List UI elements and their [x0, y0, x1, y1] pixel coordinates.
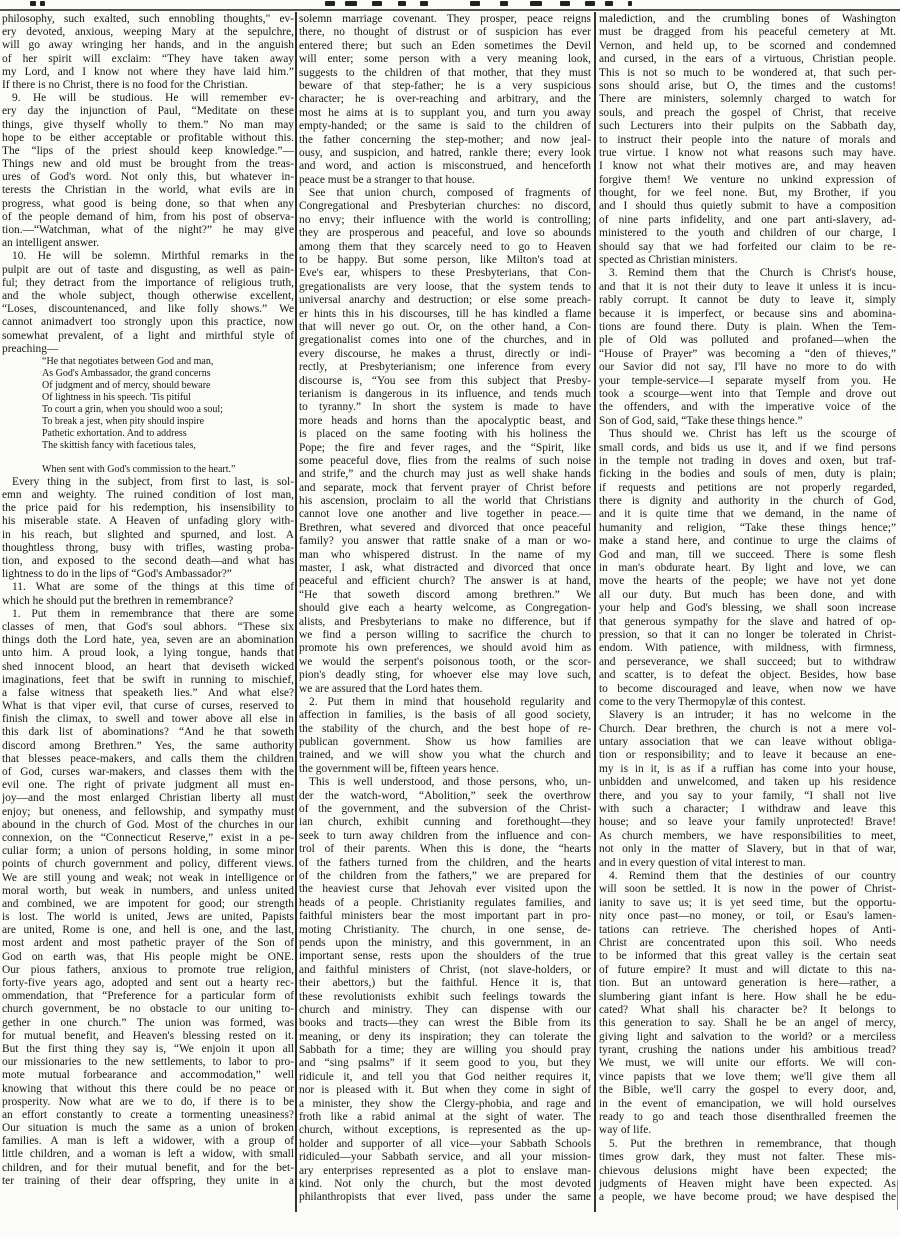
- text-line: entered there; but such an Eden sometimes the Devil: [299, 39, 591, 52]
- text-line: things, give thyself wholly to them.” No man may: [2, 118, 294, 131]
- text-line: tion. But an untoward generation is here—rather, a: [599, 977, 896, 990]
- text-line: to become discouraged and leave, when now we have: [599, 682, 896, 695]
- text-line: rably corrupt. It cannot be duty to leave it, simply: [599, 294, 896, 307]
- text-line: these revolutionists exhibit such feelings towards the: [299, 990, 591, 1003]
- text-line: connexion, on the “Connecticut Reserve,” exist in a pe-: [2, 831, 294, 844]
- paragraph: [599, 709, 896, 870]
- text-line: for mutual benefit, and Heaven's blessing rested on it.: [2, 1029, 294, 1042]
- text-line: must be dragged from his peaceful cemetery at Mt.: [599, 26, 896, 39]
- text-line: make a stand here, and continue to urge the claims of: [599, 535, 896, 548]
- text-line: his ascension, proclaim to all the world that Christians: [299, 495, 591, 508]
- text-line: judgments of Heaven might have been expected. As: [599, 1177, 896, 1190]
- verse-line: Of lightness in his speech. 'Tis pitiful: [42, 391, 191, 403]
- text-line: ter training of their dear offspring, they unite in a: [2, 1174, 294, 1187]
- text-line: come to the very Thermopylæ of this contest.: [599, 695, 806, 708]
- text-line: suggests to the children of that mother, that they must: [299, 66, 591, 79]
- text-line: which he should put the brethren in remembrance?: [2, 594, 234, 607]
- text-line: and perseverance, we shall succeed; but to withdraw: [599, 655, 896, 668]
- text-line: his miserable state. A Heaven of unfading glory with-: [2, 515, 294, 528]
- text-line: the father concerning the step-mother; and now jeal-: [299, 133, 591, 146]
- text-line: in the event of emancipation, we will hold ourselves: [599, 1097, 896, 1110]
- text-line: the Bible, we'll carry the gospel to every door, and,: [599, 1084, 896, 1097]
- text-line: pion's deadly sting, for whoever else may love such,: [299, 669, 591, 682]
- text-line: Sabbath for a time; they are willing you should pray: [299, 1044, 591, 1057]
- text-line: er hints this in his discourses, till he has kindled a flame: [299, 307, 591, 320]
- text-line: will soon be settled. It is now in the power of Christ-: [599, 883, 896, 896]
- text-line: our missionaries to the new settlements, to labor to pro-: [2, 1056, 294, 1069]
- text-line: hope to be either acceptable or profitable without this.: [2, 131, 294, 144]
- paragraph: [599, 870, 896, 1138]
- text-line: affection in families, is the basis of all good society,: [299, 709, 591, 722]
- text-line: of nine parts infidelity, and one part anti-slavery, ad-: [599, 213, 896, 226]
- text-line: an intelligent answer.: [2, 237, 100, 250]
- text-line: Pope; the fire and fever rages, and the “Spirit, like: [299, 441, 591, 454]
- text-line: the stability of the church, and the best hope of re-: [299, 722, 591, 735]
- text-line: an effort constantly to create a tormenting uneasiness?: [2, 1108, 294, 1121]
- text-line: that generous sympathy for the slave and hatred of op-: [599, 615, 896, 628]
- text-line: somewhat prevalent, of a light and mirthful style of: [2, 329, 294, 342]
- text-line: most he aims at is to supplant you, and turn you away: [299, 106, 591, 119]
- paragraph: [599, 428, 896, 709]
- text-line: humanity and religion, “Take these things hence;”: [599, 521, 896, 534]
- text-line: ready to go and teach those disenthralled freemen the: [599, 1111, 896, 1124]
- text-line: heads of a people. Christianity regulates families, and: [299, 896, 591, 909]
- text-line: ures of God's word. Not only this, but whatever in-: [2, 171, 294, 184]
- text-line: tion, and exposed to the second death—and what has: [2, 555, 294, 567]
- text-line: church, without exceptions, is represented as the up-: [299, 1124, 591, 1137]
- text-line: ary enterprises represented as a plot to enslave man-: [299, 1164, 591, 1177]
- text-line: and scatter, is to defeat the object. Besides, how base: [599, 669, 896, 682]
- text-line: of the fathers turned from the children, and the hearts: [299, 856, 591, 869]
- text-line: vince papists that we love them; we'll give them all: [599, 1070, 896, 1083]
- text-line: in his reach, but slighted and spurned, and lost. A: [2, 528, 294, 541]
- text-line: this generation to say. Shall he be an angel of mercy,: [599, 1017, 896, 1030]
- text-line: endom. With patience, with mildness, with firmness,: [599, 642, 896, 655]
- text-line: of God, curses war-makers, and classes them with the: [2, 766, 294, 778]
- text-line: See that union church, composed of fragments of: [309, 187, 591, 200]
- text-line: ple of Old was polluted and profaned—when the: [599, 334, 896, 347]
- paragraph: [2, 581, 294, 607]
- text-line: of her spirit will exclaim: “They have taken away: [2, 52, 294, 65]
- text-line: unbidden and unwelcomed, and taken up his residence: [599, 776, 896, 789]
- text-line: and cursed, in the ears of a virtuous, Christian people.: [599, 53, 896, 66]
- text-line: promote his own preferences, we should avoid him as: [299, 642, 591, 655]
- text-line: every discourse, he makes a thrust, directly or indi-: [299, 347, 591, 360]
- verse-line: “He that negotiates between God and man,: [42, 355, 214, 367]
- text-line: there, and you say to your family, “I shall not live: [599, 789, 896, 802]
- text-line: of the people demand of him, from his post of observa-: [2, 210, 294, 223]
- text-line: will enter; some person with a very meaning look,: [299, 53, 591, 66]
- paragraph: [2, 13, 294, 92]
- text-line: evil one. The right of private judgment all must en-: [2, 779, 294, 792]
- text-line: to be informed that this great valley is the certain seat: [599, 950, 896, 963]
- text-line: of future empire? It must and will dictate to this na-: [599, 963, 896, 976]
- text-line: The “lips of the priest should keep knowledge.”—: [2, 144, 294, 157]
- text-line: 10. He will be solemn. Mirthful remarks in the: [12, 250, 294, 263]
- text-line: We must, we will unite our efforts. We will con-: [599, 1057, 896, 1070]
- text-line: philanthropists that ever lived, pass under the same: [299, 1191, 591, 1204]
- text-line: forty-five years ago, adopted and sent out a hearty rec-: [2, 977, 294, 989]
- text-line: untary association that we can leave without obliga-: [599, 736, 896, 749]
- verse-line: As God's Ambassador, the grand concerns: [42, 367, 211, 379]
- text-line: pends upon the ministry, and this government, in an: [299, 936, 591, 949]
- text-line: in the temple not trading in doves and oxen, but traf-: [599, 454, 896, 467]
- text-line: that blesses peace-makers, and calls them the children: [2, 752, 294, 765]
- text-line: move the hearts of the people; we have not yet done: [599, 575, 896, 588]
- text-line: froth like a rabid animal at the sight of water. The: [299, 1111, 591, 1124]
- text-line: peace must be a stranger to that house.: [299, 173, 475, 186]
- text-line: ministered to the youth and children of our charge, I: [599, 227, 896, 240]
- text-line: the price paid for his redemption, his insensibility to: [2, 502, 294, 515]
- verse-line: When sent with God's commission to the heart.”: [42, 463, 236, 475]
- text-line: peaceful and efficient church? The answer is at hand,: [299, 575, 591, 588]
- text-line: families. A man is left a widower, with a group of: [2, 1135, 294, 1148]
- text-line: a false witness that speaketh lies.” And what else?: [2, 686, 294, 699]
- text-line: terianism is dangerous in its influence, and tends much: [299, 387, 591, 400]
- text-line: progress, what good is being done, so that when any: [2, 197, 294, 210]
- text-line: publican government. Show us how families are: [299, 736, 591, 749]
- article-column-3: [599, 13, 896, 1205]
- text-line: ery day the injunction of Paul, “Meditate on these: [2, 105, 294, 118]
- text-line: nity once past—no money, or toil, or Esau's lamen-: [599, 910, 896, 923]
- text-line: pression, so that it can no longer be tolerated in Christ-: [599, 628, 896, 641]
- text-line: shed innocent blood, an heart that deviseth wicked: [2, 660, 294, 673]
- text-line: your help and God's blessing, we shall soon increase: [599, 602, 896, 615]
- text-line: 4. Remind them that the destinies of our country: [609, 870, 896, 882]
- text-line: tions are found there. Duty is plain. When the Tem-: [599, 320, 896, 333]
- text-line: such Lecturers into their pulpits on the Sabbath day,: [599, 120, 896, 133]
- text-line: ficking in the bodies and souls of men, duty is plain;: [599, 468, 896, 481]
- text-line: I know not what their motives are, and may heaven: [599, 160, 896, 173]
- paragraph: [2, 92, 294, 250]
- text-line: This is well understood, and those persons, who, un-: [309, 776, 591, 789]
- text-line: trol of their parents. When this is done, the “hearts: [299, 843, 591, 856]
- text-line: master, I ask, what distracted and divorced that once: [299, 562, 591, 575]
- paragraph: [299, 776, 591, 1205]
- text-line: true virtue. I know not what reasons such may have.: [599, 146, 896, 159]
- text-line: there is dignity and authority in the church of God,: [599, 495, 896, 508]
- text-line: the heaviest curse that Jehovah ever visited upon the: [299, 883, 591, 896]
- text-line: in man's obdurate heart. By light and love, we can: [599, 562, 896, 575]
- column-divider: [295, 12, 297, 1212]
- text-line: with such a character; I withdraw and leave this: [599, 803, 896, 816]
- verse-line: To break a jest, when pity should inspire: [42, 415, 205, 427]
- article-column-1: [2, 13, 294, 1188]
- paragraph: [299, 187, 591, 696]
- text-line: gregationalists are very loose, that the system tends to: [299, 280, 591, 293]
- text-line: and I should thus quietly submit to have a composition: [599, 200, 896, 213]
- text-line: times grow dark, they must not falter. These mis-: [599, 1151, 896, 1164]
- text-line: ful; they detract from the importance of religious truth,: [2, 276, 294, 289]
- text-line: more heads and horns than the apocalyptic beast, and: [299, 414, 591, 427]
- text-line: terests the Christian in the world, what evils are in: [2, 184, 294, 197]
- text-line: are united, Rome is one, and hell is one, and the last,: [2, 924, 294, 937]
- paragraph: [599, 267, 896, 428]
- text-line: If there is no Christ, there is no food for the Christian.: [2, 78, 248, 91]
- text-line: my is in it, is as if a ruffian has come into your house,: [599, 762, 896, 775]
- text-line: and that it is not their duty to leave it unless it is incu-: [599, 280, 896, 293]
- text-line: the government will be, fifteen years hence.: [299, 762, 499, 775]
- text-line: ommendation, that “Preference for a particular form of: [2, 990, 294, 1003]
- text-line: ridicule it, and tell you that God neither requires it,: [299, 1070, 591, 1083]
- verse-line: To court a grin, when you should woo a soul;: [42, 403, 223, 415]
- text-line: “Loses, discountenanced, and like folly shows.” We: [2, 303, 294, 316]
- text-line: ousy, and suspicion, and hatred, rankle there; every look: [299, 146, 591, 159]
- text-line: thought, for we feel none. But, my Brother, if you: [599, 187, 896, 200]
- text-line: books and tracts—they can wrest the Bible from its: [299, 1017, 591, 1030]
- text-line: and strife,” and the church may just as well shake hands: [299, 468, 591, 481]
- text-line: if requests and petitions are not properly regarded,: [599, 481, 896, 494]
- paragraph: [2, 608, 294, 1188]
- text-line: Church. Dear brethren, the church is not a mere vol-: [599, 722, 896, 735]
- text-line: little children, and a woman is left a widow, with small: [2, 1148, 294, 1161]
- text-line: joy—and the most enlarged Christian liberty all must: [2, 792, 294, 805]
- text-line: because it is imperfect, or because sins and abomina-: [599, 307, 896, 320]
- text-line: their abettors,) but the faithful. Hence it is, that: [299, 977, 591, 990]
- text-line: 9. He will be studious. He will remember ev-: [12, 92, 294, 105]
- text-line: things doth the Lord hate, yea, seven are an abomination: [2, 634, 294, 647]
- text-line: cannot love one another and live together in peace.—: [299, 508, 591, 521]
- text-line: tyrant, crushing the nations under his ambitious tread?: [599, 1044, 896, 1057]
- text-line: way of life.: [599, 1124, 652, 1137]
- text-line: children, and for their mutual benefit, and for the bet-: [2, 1161, 294, 1174]
- text-line: We are still young and weak; not weak in intelligence or: [2, 871, 294, 884]
- text-line: and faithful ministers of Christ, (not slave-holders, or: [299, 963, 591, 976]
- text-line: malediction, and the crumbling bones of Washington: [599, 13, 896, 25]
- paragraph: [2, 476, 294, 582]
- text-line: to tyranny.” In short the system is made to have: [299, 401, 591, 414]
- text-line: There are ministers, solemnly charged to watch for: [599, 93, 896, 106]
- text-line: spected as Christian ministers.: [599, 254, 738, 267]
- text-line: cannot animadvert too strongly upon this practice, now: [2, 316, 294, 329]
- text-line: they are prosperous and peaceful, and love so abounds: [299, 227, 591, 240]
- column-divider: [594, 12, 596, 1212]
- text-line: man who whispered distrust. In the name of my: [299, 548, 591, 561]
- text-line: Our pious fathers, anxious to promote true religion,: [2, 963, 294, 976]
- text-line: enjoy; but oneness, and fellowship, and sympathy must: [2, 805, 294, 818]
- text-line: kind. Not only the church, but the most devoted: [299, 1177, 591, 1190]
- verse-line: Of judgment and of mercy, should beware: [42, 379, 211, 391]
- text-line: our Savior did not say, I'll have no more to do with: [599, 361, 896, 374]
- text-line: family? you answer that rattle snake of a man or wo-: [299, 535, 591, 548]
- text-line: abound in the church of God. Most of the churches in our: [2, 818, 294, 831]
- text-line: trained, and we will show you what the church and: [299, 749, 591, 762]
- text-line: of the government, and the subversion of the Christ-: [299, 803, 591, 816]
- text-line: meaning, or deny its inspiration; they can tolerate the: [299, 1030, 591, 1043]
- text-line: gether in one church.” The union was formed, was: [2, 1016, 294, 1029]
- text-line: der the watch-word, “Abolition,” seek the overthrow: [299, 789, 591, 802]
- text-line: your temple-service—I separate myself from you. He: [599, 374, 896, 387]
- masthead-rule: [0, 9, 900, 11]
- text-line: among them that they scarcely need to go to Heaven: [299, 240, 591, 253]
- text-line: 11. What are some of the things at this time of: [12, 581, 294, 594]
- text-line: Congregational and Presbyterian churches: no discord,: [299, 200, 591, 213]
- text-line: emn and weighty. The ruined condition of lost man,: [2, 489, 294, 502]
- text-line: a minister, they show the Clergy-phobia, and rage and: [299, 1097, 591, 1110]
- paragraph: [2, 250, 294, 356]
- text-line: to instruct their people into the nature of morals and: [599, 133, 896, 146]
- text-line: “He that soweth discord among brethren.” We: [299, 588, 591, 601]
- text-line: Thus should we. Christ has left us the scourge of: [609, 428, 896, 441]
- text-line: we are assured that the Lord hates them.: [299, 682, 483, 695]
- text-line: Slavery is an intruder; it has no welcome in the: [609, 709, 896, 722]
- paragraph: [299, 696, 591, 776]
- text-line: forgive them! We venture no unkind expression of: [599, 173, 896, 186]
- text-line: Vernon, and held up, to be scorned and condemned: [599, 39, 896, 52]
- text-line: God and man, till we succeed. There is some flesh: [599, 548, 896, 561]
- text-line: Christ are concentrated upon this soil. Who needs: [599, 936, 896, 949]
- text-line: knowing that without this there could be no peace or: [2, 1082, 294, 1095]
- text-line: 3. Remind them that the Church is Christ's house,: [609, 267, 896, 280]
- text-line: Son of God, said, “Take these things hence.”: [599, 414, 803, 427]
- verse-line: Pathetic exhortation. And to address: [42, 427, 187, 439]
- text-line: 2. Put them in mind that household regularity and: [309, 695, 591, 708]
- text-line: thoughtless throng, busy with trifles, wasting proba-: [2, 541, 294, 554]
- text-line: As church members, we have responsibilities to meet,: [599, 829, 896, 842]
- text-line: most ardent and most pathetic prayer of the Son of: [2, 937, 294, 950]
- text-line: 5. Put the brethren in remembrance, that though: [609, 1137, 896, 1150]
- text-line: classes of men, that God's soul abhors. “These six: [2, 620, 294, 633]
- text-line: rectly, at Presbyterianism; one inference from every: [299, 361, 591, 374]
- text-line: that will never go out. Or, on the other hand, a Con-: [299, 320, 591, 333]
- text-line: alists, and Presbyterians to make no difference, but if: [299, 615, 591, 628]
- text-line: the offenders, and with the imperative voice of the: [599, 401, 896, 414]
- text-line: holder and supporter of all vice—your Sabbath Schools: [299, 1137, 591, 1150]
- paragraph: [599, 1138, 896, 1205]
- text-line: discourse is, “You see from this subject that Presby-: [299, 374, 591, 387]
- text-line: faithful ministers bear the most important part in pro-: [299, 910, 591, 923]
- text-line: Eve's ear, whispers to these Presbyterians, that Con-: [299, 267, 591, 280]
- text-line: giving light and salvation to the world? or a merciless: [599, 1030, 896, 1043]
- text-line: and combined, we are impotent for good; our strength: [2, 897, 294, 910]
- text-line: character; he is over-reaching and arbitrary, and the: [299, 93, 591, 106]
- text-line: tations can retrieve. The cherished hopes of Anti-: [599, 923, 896, 936]
- text-line: will go away wringing her hands, and in the anguish: [2, 39, 294, 52]
- text-line: imaginations, feet that be swift in running to mischief,: [2, 673, 294, 686]
- text-line: ridiculed—your Sabbath service, and all your mission-: [299, 1151, 591, 1164]
- text-line: is lost. The world is united, Jews are united, Papists: [2, 911, 294, 924]
- text-line: a people, we have become proud; we have despised the: [599, 1191, 896, 1204]
- text-line: tion.—“Watchman, what of the night?” he may give: [2, 224, 294, 236]
- text-line: important sense, rests upon the shoulders of the true: [299, 950, 591, 963]
- text-line: tion or responsibility; and to leave it because an ene-: [599, 749, 896, 762]
- text-line: universal anarchy and destruction; or else some preach-: [299, 294, 591, 307]
- text-line: and the whole subject, though otherwise excellent,: [2, 289, 294, 302]
- text-line: souls, and preach the gospel of Christ, that receive: [599, 106, 896, 119]
- text-line: discord among Brethren.” Yes, the same authority: [2, 739, 294, 752]
- text-line: church government, be no obstacle to our uniting to-: [2, 1003, 294, 1016]
- text-line: culiar form; a union of persons holding, in some minor: [2, 845, 294, 858]
- text-line: mote mutual forbearance and accommodation,” well: [2, 1069, 294, 1082]
- text-line: This is not so much to be wondered at, that such per-: [599, 66, 896, 79]
- text-line: not only in the matter of Slavery, but in that of war,: [599, 843, 896, 856]
- text-line: and in every question of vital interest to man.: [599, 856, 806, 869]
- text-line: should give each a hearty welcome, as Congregation-: [299, 602, 591, 615]
- text-line: preaching—: [2, 342, 59, 355]
- text-line: gregationalist comes into one of the churches, and in: [299, 334, 591, 347]
- text-line: solemn marriage covenant. They prosper, peace reigns: [299, 13, 591, 25]
- text-line: What is that viper evil, that curse of curses, reserved to: [2, 700, 294, 713]
- text-line: church and ministry. They can dispense with our: [299, 1003, 591, 1016]
- text-line: unto him. A proud look, a lying tongue, hands that: [2, 647, 294, 660]
- text-line: we find a person willing to sacrifice the church to: [299, 628, 591, 641]
- text-line: God on earth was, that His people might be ONE.: [2, 950, 294, 963]
- masthead-fragment: [0, 0, 900, 9]
- paragraph: [299, 13, 591, 187]
- text-line: of the children from the fathers,” we are prepared for: [299, 870, 591, 882]
- text-line: ery devoted, anxious, weeping Mary at the sepulchre,: [2, 26, 294, 39]
- text-line: my Lord, and I know not where they have laid him.”: [2, 65, 294, 78]
- text-line: should say that we had forfeited our claim to be re-: [599, 240, 896, 253]
- text-line: there, no thought of distrust or of suspicion has ever: [299, 26, 591, 39]
- text-line: took a scourge—went into that Temple and drove out: [599, 387, 896, 400]
- text-line: seek to turn away children from the influence and con-: [299, 829, 591, 842]
- text-line: Things new and old must be brought from the treas-: [2, 158, 294, 171]
- text-line: “House of Prayer” was becoming a “den of thieves,”: [599, 347, 896, 360]
- paragraph: [599, 13, 896, 267]
- text-line: finish the climax, to swell and tower above all else in: [2, 713, 294, 726]
- text-line: nor is pleased with it. But when they come in sight of: [299, 1084, 591, 1097]
- verse-quotation: [2, 356, 294, 476]
- verse-line: The skittish fancy with facetious tales,: [42, 439, 196, 451]
- article-column-2: [299, 13, 591, 1205]
- text-line: lightness to do in the lips of “God's Ambassador?”: [2, 568, 232, 581]
- text-line: pulpit are out of taste and disgusting, as well as pain-: [2, 263, 294, 276]
- text-line: But the first thing they say is, “We enjoin it upon all: [2, 1042, 294, 1055]
- text-line: cated? What shall his character be? It belongs to: [599, 1003, 896, 1016]
- text-line: beware of that step-father; he is a very suspicious: [299, 79, 591, 92]
- text-line: and it is quite time that we demand, in the name of: [599, 508, 896, 521]
- text-line: moting Christianity. The church, in one sense, de-: [299, 923, 591, 936]
- text-line: and separate, mock that fervent prayer of Christ before: [299, 481, 591, 494]
- text-line: prosperity. Now what are we to do, if there is to be: [2, 1095, 294, 1108]
- text-line: philosophy, such exalted, such ennobling thoughts," ev-: [2, 13, 294, 25]
- text-line: Our situation is much the same as a union of broken: [2, 1122, 294, 1135]
- text-line: Every thing in the subject, from first to last, is sol-: [12, 475, 294, 488]
- text-line: all our duty. But much has been done, and with: [599, 588, 896, 601]
- text-line: no envy; their influence with the world is controlling;: [299, 213, 591, 226]
- text-line: Brethren, what severed and divorced that once peaceful: [299, 521, 591, 534]
- text-line: points of church government and policy, different views.: [2, 858, 294, 871]
- text-line: sons should arise, but O, the times and the customs!: [599, 79, 896, 92]
- text-line: ian church, exhibit cunning and forethought—they: [299, 816, 591, 829]
- text-line: we would the serpent's poisonous tooth, or the scor-: [299, 655, 591, 668]
- text-line: ianity to save us; it is yet seed time, but the opportu-: [599, 896, 896, 909]
- text-line: some peaceful dove, flies from the realms of such noise: [299, 454, 591, 467]
- text-line: slumbering giant infant is here. How shall he be edu-: [599, 990, 896, 1003]
- text-line: empty-handed; or the same is said to the children of: [299, 120, 591, 133]
- text-line: 1. Put them in remembrance that there are some: [12, 607, 294, 620]
- text-line: this dark list of abominations? “And he that soweth: [2, 726, 294, 739]
- text-line: chievous delusions might have been expected; the: [599, 1164, 896, 1177]
- text-line: and “sing psalms” if it seem good to you, but they: [299, 1057, 591, 1070]
- verse-gap: [42, 452, 294, 464]
- page-edge-mark: [897, 1180, 898, 1210]
- text-line: is placed on the same footing with his holiness the: [299, 428, 591, 441]
- text-line: and word, and action is misconstrued, and henceforth: [299, 160, 591, 173]
- text-line: small cords, and bids us use it, and if we find persons: [599, 441, 896, 454]
- text-line: moral worth, but weak in numbers, and unless united: [2, 884, 294, 897]
- text-line: house; and so leave your family unprotected! Brave!: [599, 816, 896, 829]
- text-line: to be happy. But some person, like Milton's toad at: [299, 254, 591, 267]
